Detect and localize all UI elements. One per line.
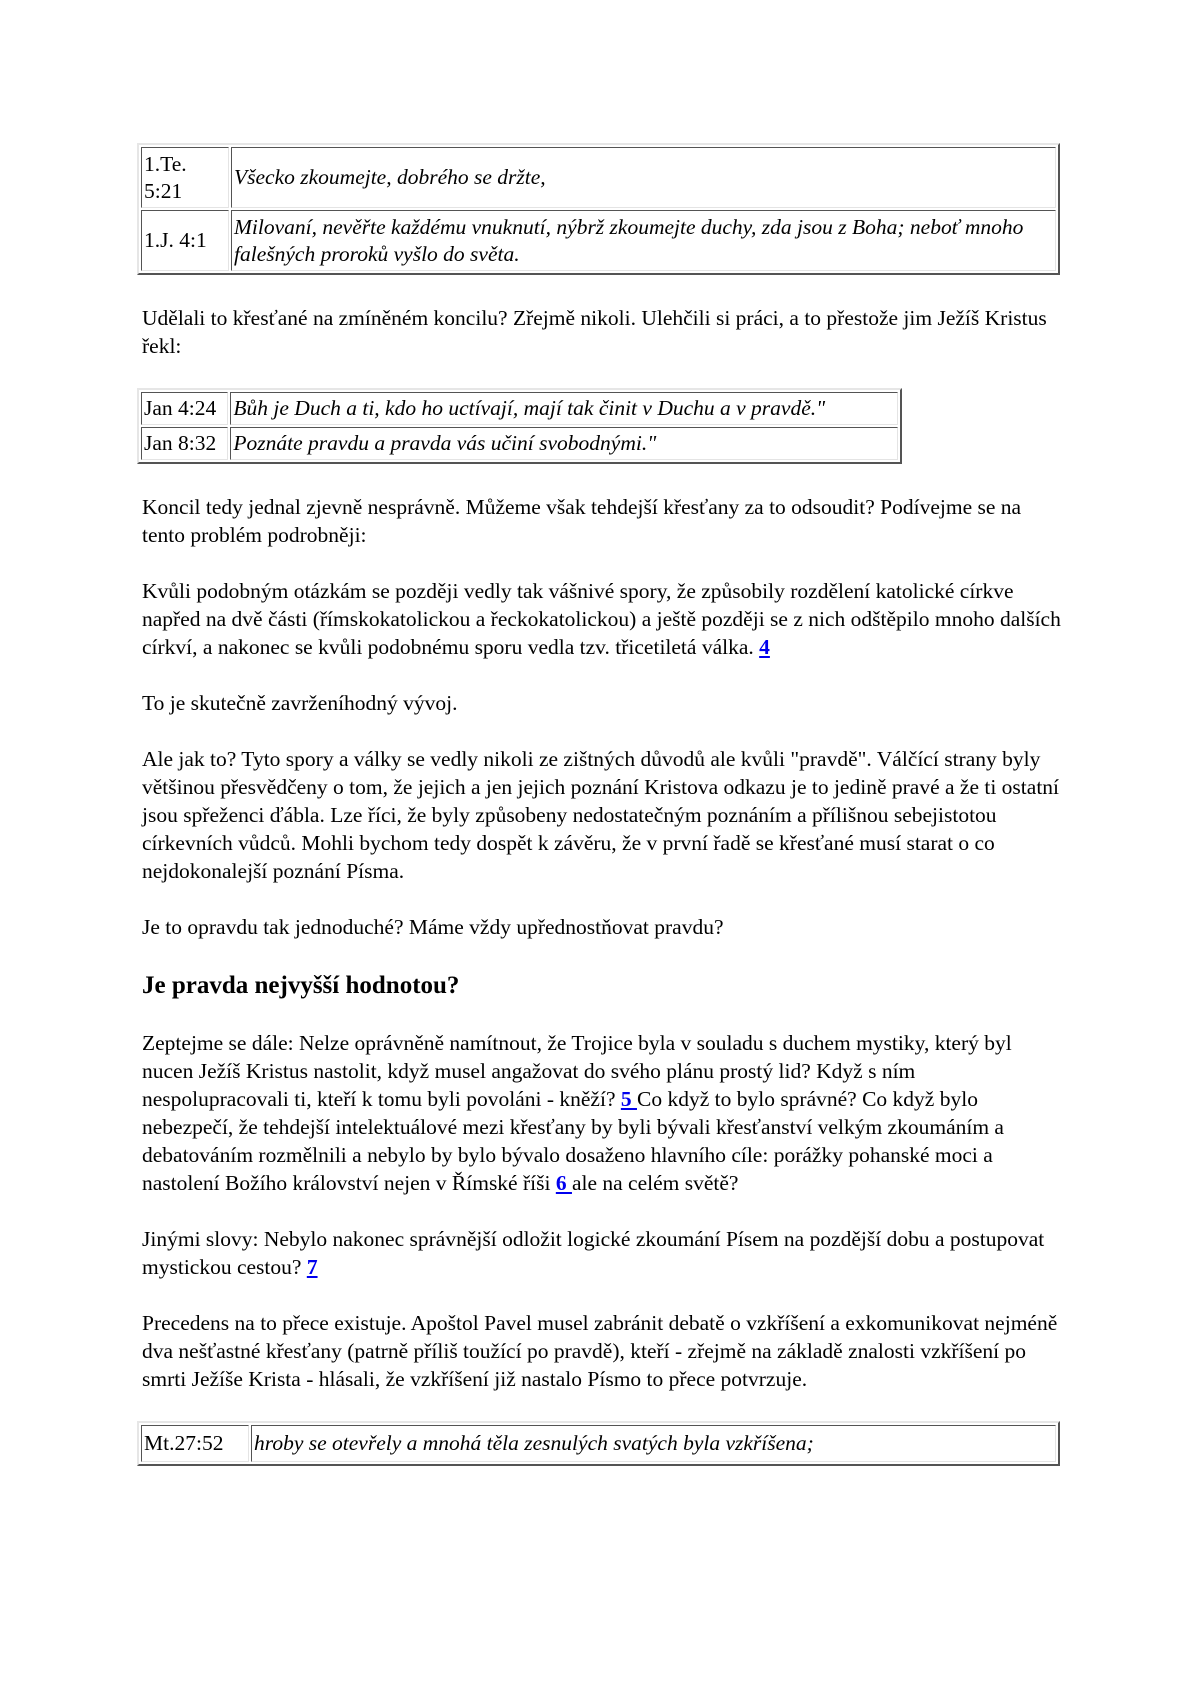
footnote-link-5[interactable]: 5 <box>620 1087 637 1111</box>
verse-quote: Bůh je Duch a ti, kdo ho uctívají, mají tak činit v Duchu a v pravdě." <box>230 392 898 425</box>
table-row <box>141 1425 1056 1462</box>
table-row <box>141 427 898 460</box>
bible-verse-table-3 <box>137 1421 1060 1466</box>
verse-quote: Milovaní, nevěřte každému vnuknutí, nýbrž zkoumejte duchy, zda jsou z Boha; neboť mnoho falešných proroků vyšlo do světa. <box>231 210 1056 271</box>
bible-verse-table-1 <box>137 143 1060 275</box>
footnote-link-7[interactable]: 7 <box>306 1255 318 1279</box>
verse-reference: Mt.27:52 <box>141 1425 249 1462</box>
paragraph-text: Co když to bylo správné? Co když bylo nebezpečí, že tehdejší intelektuálové mezi křesťany by byli bývali křesťanství velkým zkoumáním a debatováním rozmělnili a nebylo by bylo bývalo dosaženo hlavního cíle: porážky pohanské moci a nastolení Božího království nejen v Římské říši <box>142 1087 1004 1195</box>
paragraph-precedent: Precedens na to přece existuje. Apoštol Pavel musel zabránit debatě o vzkříšení a exkomunikovat nejméně dva nešťastné křesťany (patrně příliš toužící po pravdě), kteří - zřejmě na základě znalosti vzkříšení po smrti Ježíše Krista - hlásali, že vzkříšení již nastalo Písmo to přece potvrzuje. <box>142 1311 1058 1391</box>
verse-reference: Jan 4:24 <box>141 392 228 425</box>
bible-verse-table-2 <box>137 388 902 464</box>
footnote-link-6[interactable]: 6 <box>555 1171 572 1195</box>
paragraph-mystic-path <box>142 1225 1062 1281</box>
paragraph-question: Je to opravdu tak jednoduché? Máme vždy upřednostňovat pravdu? <box>142 915 724 939</box>
table-row <box>141 147 1056 208</box>
verse-quote: Všecko zkoumejte, dobrého se držte, <box>231 147 1056 208</box>
document-page <box>142 143 1062 1466</box>
table-row <box>141 210 1056 271</box>
verse-quote: Poznáte pravdu a pravda vás učiní svobodnými." <box>230 427 898 460</box>
verse-reference: Jan 8:32 <box>141 427 228 460</box>
section-heading: Je pravda nejvyšší hodnotou? <box>142 972 460 999</box>
paragraph-council: Udělali to křesťané na zmíněném koncilu? Zřejmě nikoli. Ulehčili si práci, a to přestože jim Ježíš Kristus řekl: <box>142 306 1047 358</box>
verse-reference: 1.J. 4:1 <box>141 210 229 271</box>
verse-reference: 1.Te. 5:21 <box>141 147 229 208</box>
table-row <box>141 392 898 425</box>
paragraph-disputes <box>142 577 1062 661</box>
paragraph-trinity <box>142 1029 1062 1197</box>
paragraph-text: ale na celém světě? <box>571 1171 739 1195</box>
paragraph-text: Kvůli podobným otázkám se později vedly tak vášnivé spory, že způsobily rozdělení katolické církve napřed na dvě části (římskokatolickou a řeckokatolickou) a ještě později se z nich odštěpilo mnoho dalších církví, a nakonec se kvůli podobnému sporu vedla tzv. třicetiletá válka. <box>142 579 1061 659</box>
paragraph-truth-wars: Ale jak to? Tyto spory a války se vedly nikoli ze zištných důvodů ale kvůli "pravdě". Válčící strany byly většinou přesvědčeny o tom, že jejich a jen jejich poznání Kristova odkazu je to jedině pravé a že ti ostatní jsou spřeženci ďábla. Lze říci, že byly způsobeny nedostatečným poznáním a přílišnou sebejistotou církevních vůdců. Mohli bychom tedy dospět k závěru, že v první řadě se křesťané musí starat o co nejdokonalejší poznání Písma. <box>142 747 1060 883</box>
paragraph-judgement: Koncil tedy jednal zjevně nesprávně. Můžeme však tehdejší křesťany za to odsoudit? Podívejme se na tento problém podrobněji: <box>142 495 1022 547</box>
verse-quote: hroby se otevřely a mnohá těla zesnulých svatých byla vzkříšena; <box>251 1425 1056 1462</box>
paragraph-text: Jinými slovy: Nebylo nakonec správnější odložit logické zkoumání Písem na pozdější dobu a postupovat mystickou cestou? <box>142 1227 1045 1279</box>
footnote-link-4[interactable]: 4 <box>759 635 770 659</box>
paragraph-development: To je skutečně zavrženíhodný vývoj. <box>142 691 458 715</box>
paragraph-text: Zeptejme se dále: Nelze oprávněně namítnout, že Trojice byla v souladu s duchem mystiky, který byl nucen Ježíš Kristus nastolit, když musel angažovat do svého plánu prostý lid? Když s ním nespolupracovali ti, kteří k tomu byli povoláni - kněží? <box>142 1031 1012 1111</box>
